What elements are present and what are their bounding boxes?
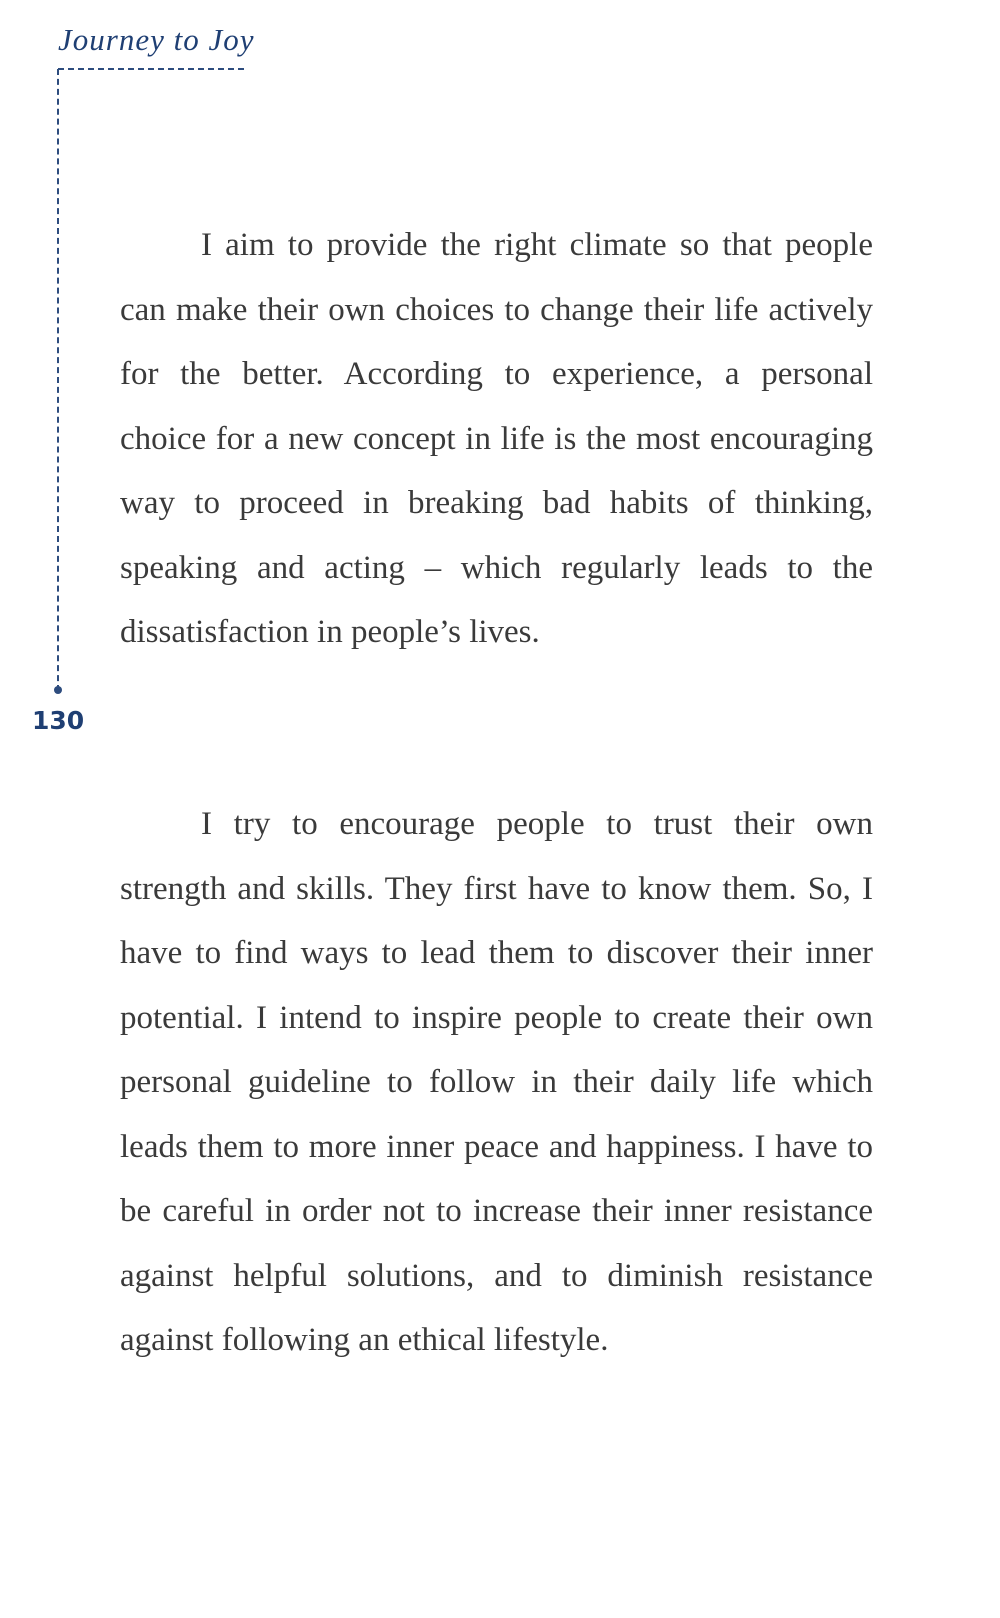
body-paragraph-2: I try to encourage people to trust their own strength and skills. They first have to know them. So, I have to find ways to lead them to discover their inner potential. I intend to inspire people to create their own personal guideline to follow in their daily life which leads them to more inner peace and happiness. I have to be careful in order not to increase their inner resistance against helpful solutions, and to diminish resistance against following an ethical lifestyle. xyxy=(120,806,873,1358)
page-number: 130 xyxy=(32,706,85,735)
running-head-title: Journey to Joy xyxy=(58,22,255,57)
header-dashed-rule xyxy=(58,68,244,70)
margin-rule-end-dot xyxy=(54,686,62,694)
margin-dashed-rule xyxy=(57,69,59,691)
body-paragraph-1: I aim to provide the right climate so that people can make their own choices to change their life actively for the better. According to experience, a personal choice for a new concept in life is the most encouraging way to proceed in breaking bad habits of thinking, speaking and acting – which regularly leads to the dissatisfaction in people’s lives. xyxy=(120,227,873,650)
